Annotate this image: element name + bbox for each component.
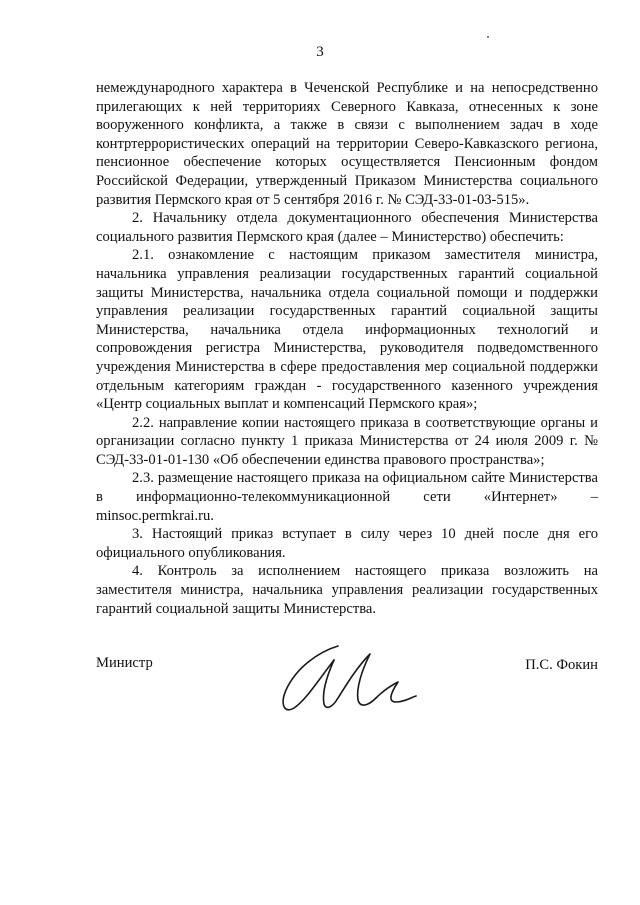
paragraph-item-2: 2. Начальнику отдела документационного обеспечения Министерства социального развития Пермского края (далее – Министерство) обеспечить: bbox=[96, 210, 598, 245]
paragraph-continuation: немеждународного характера в Чеченской Республике и на непосредственно прилегающих к ней территориях Северного Кавказа, отнесенных к зоне вооруженного конфликта, а также в связи с выполнением задач в ходе контртеррористических операций на территории Северо-Кавказского региона, пенсионное обеспечение которых осуществляется Пенсионным фондом Российской Федерации, утвержденный Приказом Министерства социального развития Пермского края от 5 сентября 2016 г. № СЭД-33-01-03-515». bbox=[96, 80, 598, 208]
signature-block bbox=[96, 640, 598, 750]
paragraph-item-2-3: 2.3. размещение настоящего приказа на официальном сайте Министерства в информационно-телекоммуникационной сети «Интернет» – minsoc.permkrai.ru. bbox=[96, 470, 598, 524]
paragraph-item-2-2: 2.2. направление копии настоящего приказа в соответствующие органы и организации согласно пункту 1 приказа Министерства от 24 июля 2009 г. № СЭД-33-01-01-130 «Об обеспечении единства правового пространства»; bbox=[96, 414, 598, 468]
paragraph-item-2-1: 2.1. ознакомление с настоящим приказом заместителя министра, начальника управления реализации государственных гарантий социальной защиты Министерства, начальника отдела социальной помощи и поддержки управления реализации государственных гарантий социальной защиты Министерства, начальника отдела информационных технологий и сопровождения регистра Министерства, руководителя подведомственного учреждения Министерства в сфере предоставления мер социальной поддержки отдельным категориям граждан - государственного казенного учреждения «Центр социальных выплат и компенсаций Пермского края»; bbox=[96, 247, 598, 413]
paragraph-item-4: 4. Контроль за исполнением настоящего приказа возложить на заместителя министра, начальника управления реализации государственных гарантий социальной защиты Министерства. bbox=[96, 563, 598, 617]
page-number: 3 bbox=[316, 44, 324, 60]
paragraph-item-3: 3. Настоящий приказ вступает в силу через 10 дней после дня его официального опубликования. bbox=[96, 526, 598, 561]
signatory-name: П.С. Фокин bbox=[525, 657, 598, 673]
document-body bbox=[96, 79, 598, 618]
handwritten-signature bbox=[278, 638, 418, 718]
scan-speck bbox=[487, 36, 489, 38]
signatory-title: Министр bbox=[96, 655, 153, 671]
